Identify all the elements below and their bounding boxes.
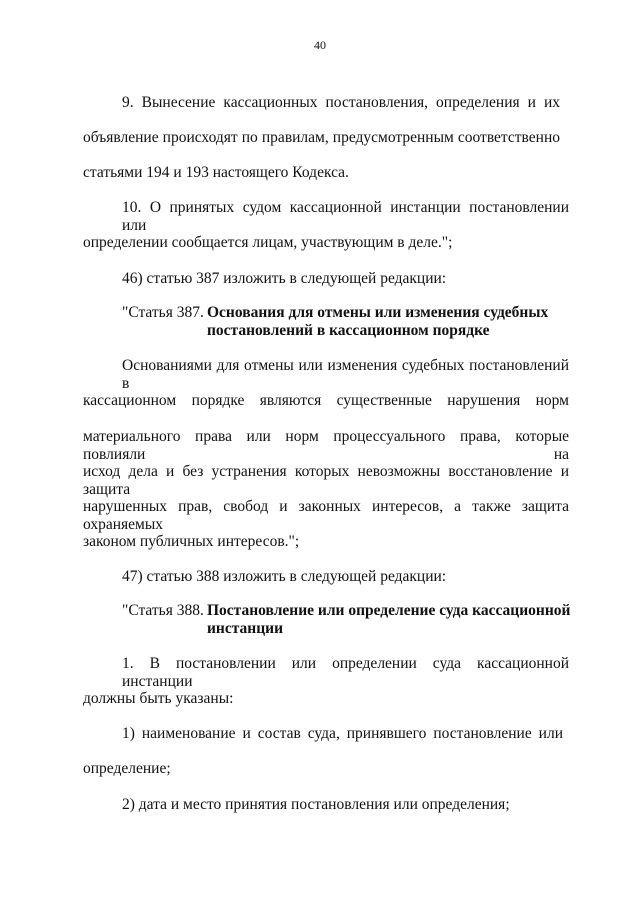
subitem-2-line-1: 2) дата и место принятия постановления или определения;: [122, 796, 510, 813]
article-387-body-line-4: исход дела и без устранения которых невозможны восстановление и защита: [83, 463, 569, 498]
article-388-title-line-1: Постановление или определение суда кассационной: [207, 602, 571, 619]
amendment-46-line: 46) статью 387 изложить в следующей редакции:: [122, 270, 447, 287]
article-387-label: "Статья 387.: [122, 304, 204, 321]
article-388-title-line-2: инстанции: [207, 620, 284, 637]
article-387-body-line-1: Основаниями для отмены или изменения судебных постановлений в: [122, 357, 569, 392]
article-388-item-1-line-1: 1. В постановлении или определении суда кассационной инстанции: [122, 655, 569, 690]
paragraph-9-line-1: 9. Вынесение кассационных постановления, определения и их: [122, 94, 560, 111]
subitem-1-line-1: 1) наименование и состав суда, принявшего постановление или: [122, 725, 563, 742]
amendment-47-line: 47) статью 388 изложить в следующей редакции:: [122, 568, 447, 585]
subitem-1-line-2: определение;: [83, 760, 171, 777]
article-387-title-line-2: постановлений в кассационном порядке: [207, 322, 490, 339]
article-387-body-line-2: кассационном порядке являются существенные нарушения норм: [83, 392, 569, 409]
article-387-title-line-1: Основания для отмены или изменения судебных: [207, 304, 549, 321]
paragraph-10-line-2: определении сообщается лицам, участвующим в деле.";: [83, 234, 453, 251]
paragraph-9-line-3: статьями 194 и 193 настоящего Кодекса.: [83, 164, 349, 181]
article-388-item-1-line-2: должны быть указаны:: [83, 690, 234, 707]
paragraph-10-line-1: 10. О принятых судом кассационной инстанции постановлении или: [122, 199, 569, 234]
article-388-label: "Статья 388.: [122, 602, 204, 619]
article-387-body-line-3: материального права или норм процессуального права, которые повлияли на: [83, 428, 569, 463]
page-number: 40: [314, 38, 326, 52]
article-387-body-line-6: законом публичных интересов.";: [83, 533, 300, 550]
paragraph-9-line-2: объявление происходят по правилам, предусмотренным соответственно: [83, 129, 560, 146]
article-387-body-line-5: нарушенных прав, свобод и законных интересов, а также защита охраняемых: [83, 498, 569, 533]
